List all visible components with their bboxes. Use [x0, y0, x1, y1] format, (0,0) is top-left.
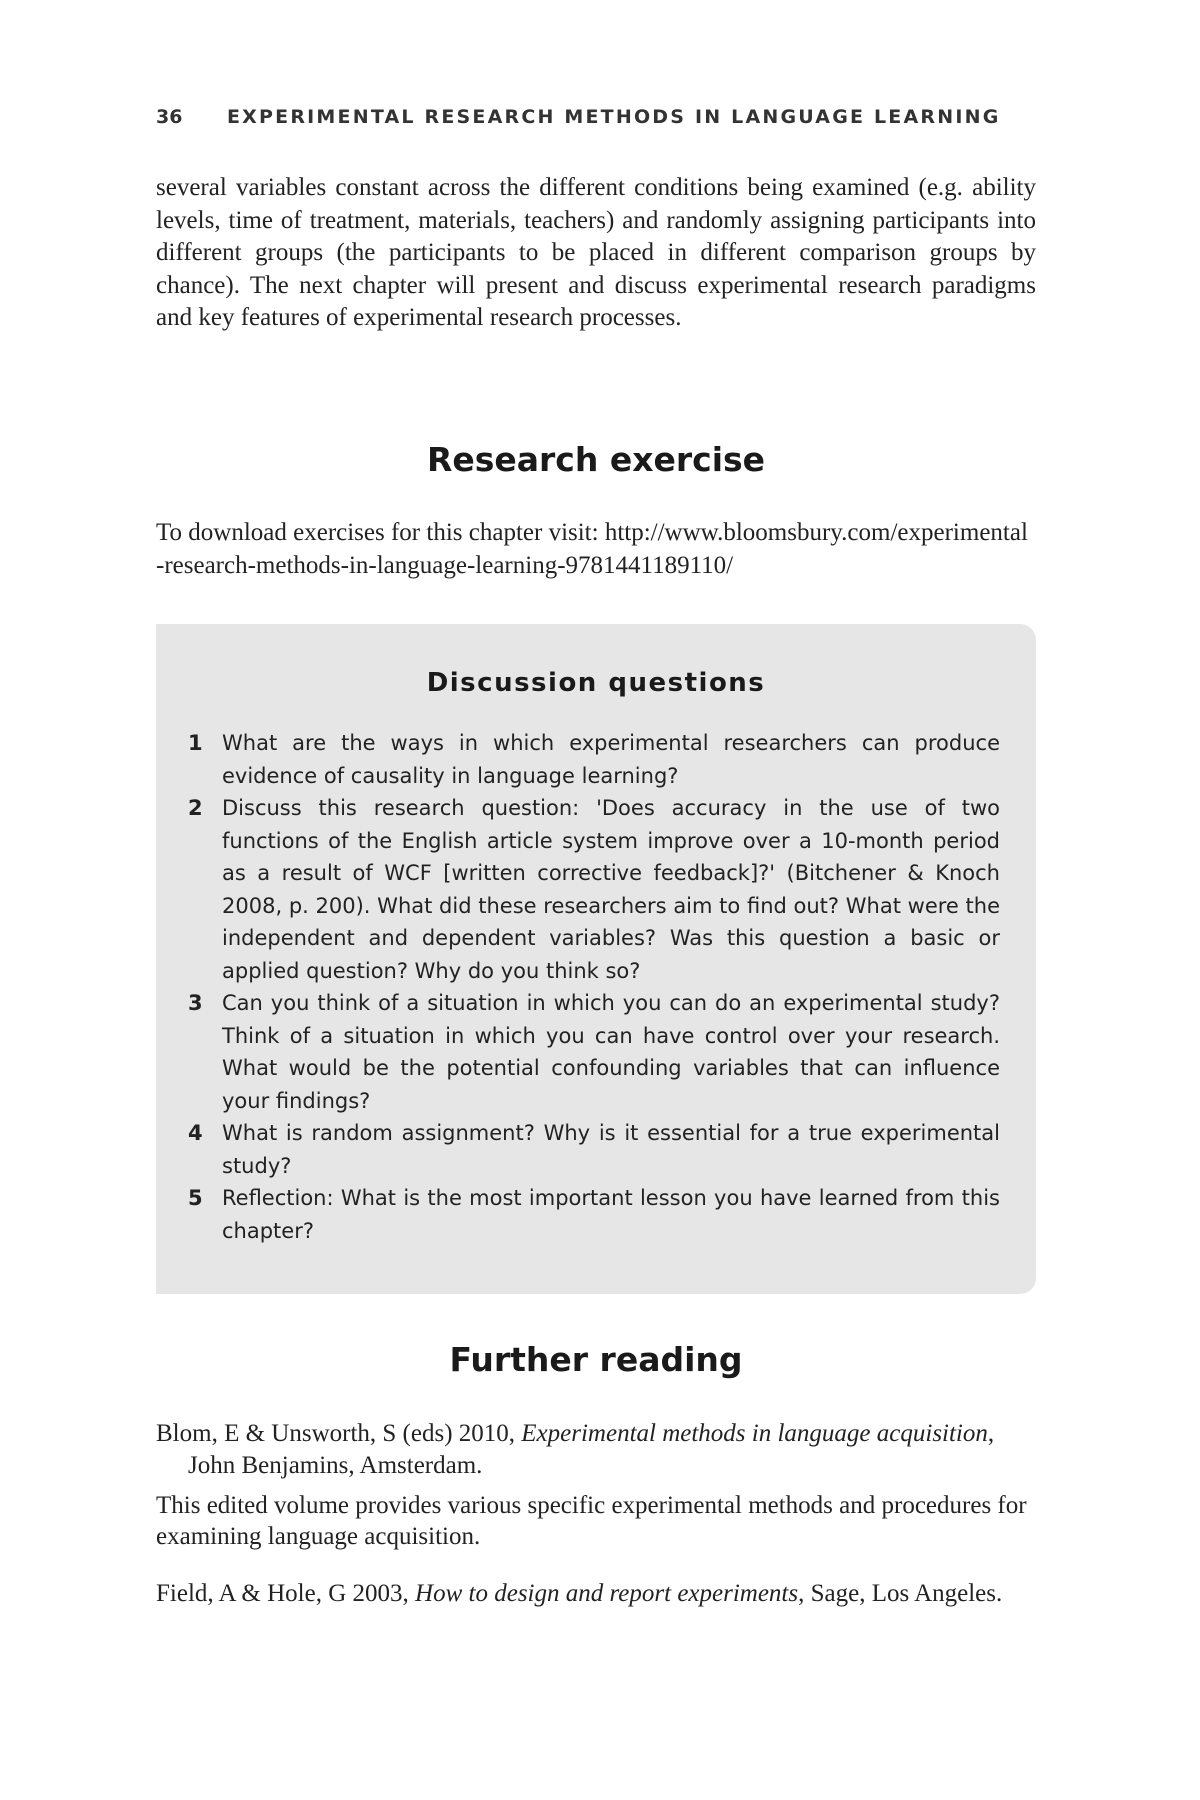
question-number: 3 — [188, 991, 203, 1015]
question-number: 4 — [188, 1121, 203, 1145]
reference-publisher: , Sage, Los Angeles. — [798, 1580, 1003, 1607]
further-reading-heading: Further reading — [449, 1340, 743, 1379]
reference-authors: Field, A & Hole, G 2003, — [156, 1580, 416, 1607]
reference-entry — [156, 1418, 1036, 1482]
question-text: What is random assignment? Why is it essential for a true experimental study? — [222, 1121, 1000, 1178]
page-number: 36 — [156, 106, 183, 128]
question-number: 2 — [188, 796, 203, 820]
question-text: Reflection: What is the most important lesson you have learned from this chapter? — [222, 1186, 1000, 1243]
reference-title: Experimental methods in language acquisition — [521, 1420, 988, 1447]
discussion-question — [188, 987, 1000, 1117]
discussion-question — [188, 727, 1000, 792]
question-text: Discuss this research question: 'Does accuracy in the use of two functions of the English article system improve over a 10-month period as a result of WCF [written corrective feedback]?' (Bitchener & Knoch 2008, p. 200). What did these researchers aim to find out? What were the independent and dependent variables? Was this question a basic or applied question? Why do you think so? — [222, 796, 1000, 983]
discussion-question — [188, 1182, 1000, 1247]
discussion-questions-heading: Discussion questions — [426, 668, 766, 698]
discussion-questions-list — [188, 727, 1000, 1247]
reference-title: How to design and report experiments — [415, 1580, 799, 1607]
question-text: What are the ways in which experimental researchers can produce evidence of causality in language learning? — [222, 731, 1000, 788]
running-header — [156, 106, 1036, 128]
reference-publisher: , John Benjamins, Amsterdam. — [188, 1420, 995, 1479]
reference-entry — [156, 1578, 1036, 1610]
discussion-questions-box — [156, 624, 1036, 1294]
discussion-question — [188, 1117, 1000, 1182]
research-exercise-heading: Research exercise — [426, 440, 766, 479]
further-reading-list — [156, 1418, 1036, 1610]
question-text: Can you think of a situation in which you can do an experimental study? Think of a situation in which you can have control over your research. What would be the potential confounding variables that can influence your findings? — [222, 991, 1000, 1113]
question-number: 1 — [188, 731, 203, 755]
intro-paragraph: several variables constant across the different conditions being examined (e.g. ability levels, time of treatment, materials, teachers) and randomly assigning participants into different groups (the participants to be placed in different comparison groups by chance). The next chapter will present and discuss experimental research paradigms and key features of experimental research processes. — [156, 174, 1036, 331]
reference-annotation: This edited volume provides various specific experimental methods and procedures for examining language acquisition. — [156, 1492, 1027, 1550]
reference-authors: Blom, E & Unsworth, S (eds) 2010, — [156, 1420, 522, 1447]
question-number: 5 — [188, 1186, 203, 1210]
book-page — [156, 0, 1036, 1800]
running-title: EXPERIMENTAL RESEARCH METHODS IN LANGUAGE LEARNING — [227, 106, 1001, 128]
discussion-question — [188, 792, 1000, 987]
exercise-download-text: To download exercises for this chapter visit: http://www.bloomsbury.com/experimental-research-methods-in-language-learning-9781441189110/ — [156, 519, 1028, 579]
